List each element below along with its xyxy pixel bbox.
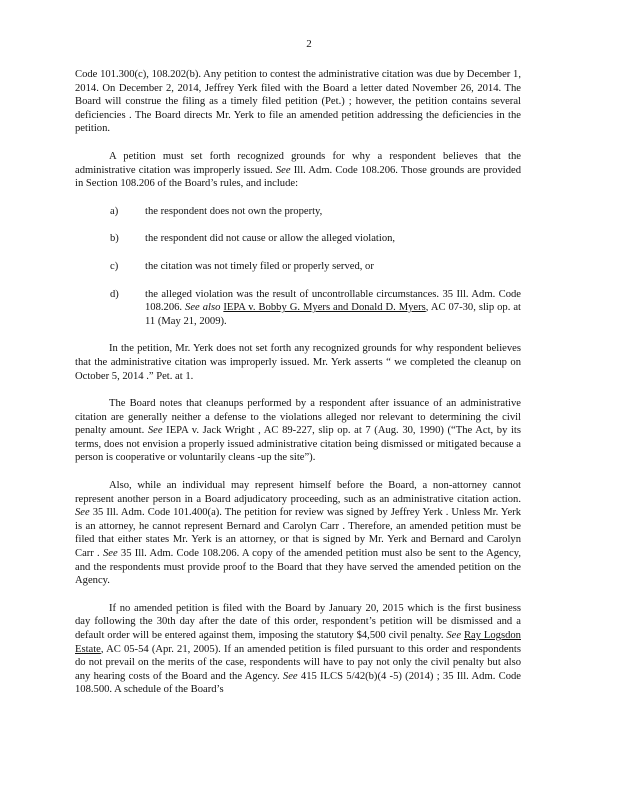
paragraph-text: , AC 07-30, slip op. at 11 (May 21, 2009).	[145, 302, 521, 327]
list-item-label: d)	[110, 288, 119, 300]
signal-see-also: See also	[185, 302, 221, 314]
signal-see: See	[282, 670, 298, 682]
signal-see: See	[75, 507, 90, 519]
list-item-text: the citation was not timely filed or properly served, or	[145, 260, 374, 272]
paragraph-text: Ill. Adm. Code 108.206. Those grounds are provided in Section 108.206 of the Board’s rules, and include:	[75, 164, 522, 190]
signal-see: See	[446, 630, 462, 641]
paragraph-recognized-grounds	[75, 150, 521, 191]
paragraph-text: 35 Ill. Adm. Code 101.400(a). The petition for review was signed by Jeffrey Yerk . Unless Mr. Yerk is an attorney, he cannot represent Bernard and Carolyn Carr . Therefore, an amended petition must be filed that either states Mr. Yerk is an attorney, or that is signed by Mr. Yerk and Bernard and Carolyn Carr .	[75, 507, 521, 560]
paragraph-text: A petition must set forth recognized grounds for why a respondent believes that the administrative citation was improperly issued.	[75, 150, 521, 176]
list-item	[75, 232, 521, 246]
paragraph-text: Code 101.300(c), 108.202(b). Any petition to contest the administrative citation was due by December 1, 2014. On December 2, 2014, Jeffrey Yerk filed with the Board a letter dated November 26, 2014. The Board will construe the filing as a timely filed petition (Pet.) ; however, the petition contains several deficiencies . The Board directs Mr. Yerk to file an amended petition addressing the deficiencies in the petition.	[75, 69, 521, 135]
list-item-text	[145, 288, 521, 329]
list-item-label: a)	[110, 205, 119, 217]
signal-see: See	[147, 425, 163, 437]
paragraph-yerk-petition	[75, 342, 521, 383]
list-item	[75, 205, 521, 219]
list-item	[75, 288, 521, 329]
list-item-text: the respondent does not own the property,	[145, 205, 323, 217]
list-item-label: b)	[110, 233, 119, 245]
paragraph-text: 415 ILCS 5/42(b)(4 -5) (2014) ; 35 Ill. Adm. Code 108.500. A schedule of the Board’s	[75, 670, 521, 696]
paragraph-text: The Board notes that cleanups performed by a respondent after issuance of an administrative citation are generally neither a defense to the violations alleged nor relevant to determining the civil penalty amount.	[75, 398, 521, 437]
signal-see: See	[102, 548, 118, 560]
paragraph-petition-deadline	[75, 68, 521, 136]
paragraph-representation	[75, 479, 521, 588]
paragraph-text: If no amended petition is filed with the Board by January 20, 2015 which is the first business day following the 30th day after the date of this order, respondent’s petition will be dismissed and a default order will be entered against them, imposing the statutory $4,500 civil penalty.	[75, 602, 521, 641]
list-item	[75, 260, 521, 274]
paragraph-text: In the petition, Mr. Yerk does not set forth any recognized grounds for why respondent believes that the administrative citation was improperly issued. Mr. Yerk asserts “ we completed the cleanup on October 5, 2014 .” Pet. at 1.	[75, 343, 521, 382]
paragraph-default-order	[75, 602, 521, 697]
page-number: 2	[306, 38, 312, 50]
paragraph-text: Also, while an individual may represent himself before the Board, a non-attorney cannot represent another person in a Board adjudicatory proceeding, such as an administrative citation action.	[75, 480, 521, 505]
list-item-text: the respondent did not cause or allow the alleged violation,	[145, 233, 396, 245]
paragraph-text: the alleged violation was the result of uncontrollable circumstances. 35 Ill. Adm. Code 108.206.	[145, 288, 521, 314]
case-citation: Ray Logsdon Estate	[75, 630, 521, 655]
paragraph-text: 35 Ill. Adm. Code 108.206. A copy of the amended petition must also be sent to the Agency, and the respondents must provide proof to the Board that they have served the amended petition on the Agency.	[75, 548, 521, 587]
case-citation: IEPA v. Bobby G. Myers and Donald D. Myers	[223, 302, 426, 314]
list-item-label: c)	[110, 260, 119, 272]
paragraph-cleanups	[75, 397, 521, 465]
document-body	[75, 68, 521, 711]
paragraph-text: IEPA v. Jack Wright , AC 89-227, slip op. at 7 (Aug. 30, 1990) (“The Act, by its terms, does not envision a properly issued administrative citation being dismissed or mitigated because a person is cooperative or voluntarily cleans -up the site”).	[75, 425, 521, 464]
signal-see: See	[275, 164, 291, 176]
paragraph-text: , AC 05-54 (Apr. 21, 2005). If an amended petition is filed pursuant to this order and respondents do not prevail on the merits of the case, respondents will have to pay not only the civil penalty but also any hearing costs of the Board and the Agency.	[75, 643, 521, 682]
